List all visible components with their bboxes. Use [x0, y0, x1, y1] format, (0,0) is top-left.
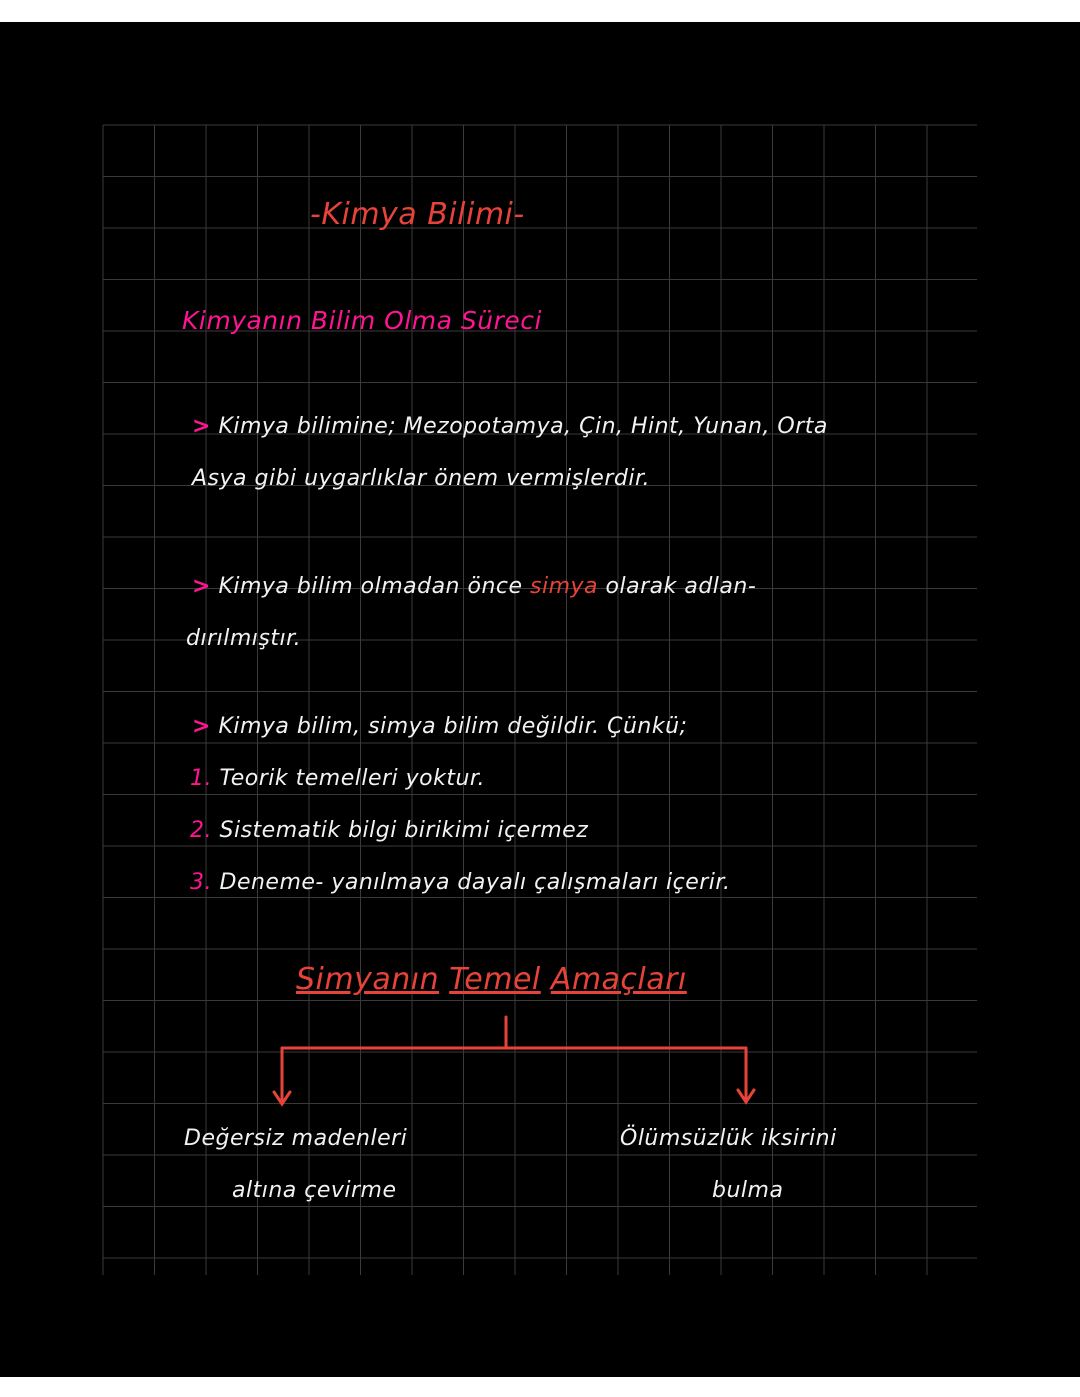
diagram-title — [296, 962, 687, 997]
point-2-line-2: dırılmıştır. — [186, 626, 302, 651]
diagram-title-word-1: Simyanın — [296, 962, 440, 997]
list-item-2 — [190, 818, 588, 843]
list-item-3-number: 3. — [190, 870, 212, 895]
point-3-marker: > — [192, 714, 211, 739]
diagram-left-line-2: altına çevirme — [232, 1178, 397, 1203]
page-title: -Kimya Bilimi- — [310, 197, 525, 232]
point-2-highlight: simya — [530, 574, 599, 599]
diagram-title-word-3: Amaçları — [550, 962, 687, 997]
diagram-right-line-1: Ölümsüzlük iksirini — [620, 1126, 837, 1151]
point-1-text-1: Kimya bilimine; Mezopotamya, Çin, Hint, Yunan, Orta — [218, 414, 828, 439]
diagram-title-word-2: Temel — [449, 962, 541, 997]
point-2-text-after: olarak adlan- — [605, 574, 757, 599]
grid-background — [0, 22, 1080, 1377]
list-item-1 — [190, 766, 485, 791]
point-1-line-1 — [192, 414, 828, 439]
list-item-1-text: Teorik temelleri yoktur. — [219, 766, 485, 791]
diagram-left-line-1: Değersiz madenleri — [184, 1126, 408, 1151]
point-2-marker: > — [192, 574, 211, 599]
list-item-2-text: Sistematik bilgi birikimi içermez — [219, 818, 589, 843]
list-item-3-text: Deneme- yanılmaya dayalı çalışmaları içerir. — [219, 870, 731, 895]
note-page — [0, 22, 1080, 1377]
list-item-3 — [190, 870, 730, 895]
point-1-line-2: Asya gibi uygarlıklar önem vermişlerdir. — [192, 466, 650, 491]
list-item-1-number: 1. — [190, 766, 212, 791]
list-item-2-number: 2. — [190, 818, 212, 843]
point-3-text-1: Kimya bilim, simya bilim değildir. Çünkü; — [218, 714, 688, 739]
point-1-marker: > — [192, 414, 211, 439]
diagram-right-line-2: bulma — [712, 1178, 784, 1203]
section-subtitle: Kimyanın Bilim Olma Süreci — [182, 306, 542, 335]
point-2-text-before: Kimya bilim olmadan önce — [218, 574, 523, 599]
point-2-line-1 — [192, 574, 756, 599]
point-3-line-1 — [192, 714, 687, 739]
